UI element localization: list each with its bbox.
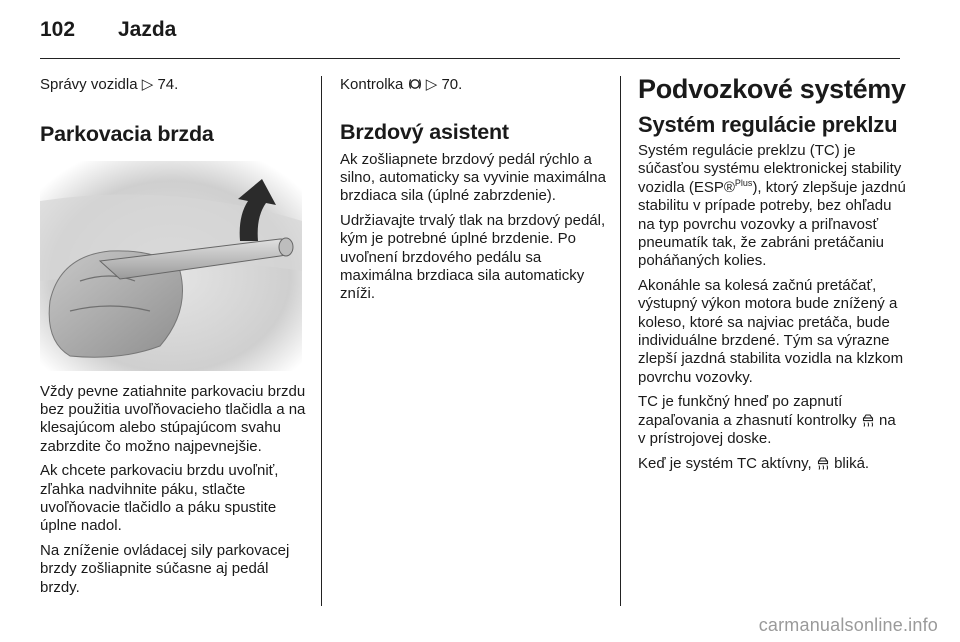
paragraph: Ak chcete parkovaciu brzdu uvoľniť, zľahka nadvihnite páku, stlačte uvoľňovacie tlačidlo a páku spustite úplne nadol. xyxy=(40,462,279,535)
header-rule xyxy=(40,58,900,59)
parking-brake-lever-icon xyxy=(40,161,302,371)
page-ref-arrow-icon: ▷ xyxy=(425,76,438,93)
heading-chassis-systems: Podvozkové systémy xyxy=(638,74,906,104)
paragraph: Na zníženie ovládacej sily parkovacej brzdy zošliapnite súčasne aj pedál brzdy. xyxy=(40,541,290,596)
paragraph: Ak zošliapnete brzdový pedál rýchlo a silno, automaticky sa vyvinie maximálna brzdiaca sila (úplné zabrzdenie). xyxy=(340,150,606,205)
page-ref-arrow-icon: ▷ xyxy=(141,76,154,93)
paragraph: TC je funkčný hneď po zapnutí zapaľovania a zhasnutí kontrolky na v prístrojovej doske. xyxy=(638,393,896,448)
section-title: Jazda xyxy=(118,18,177,41)
page-header xyxy=(40,18,176,48)
column-1 xyxy=(40,76,308,603)
heading-traction-control: Systém regulácie preklzu xyxy=(638,112,898,137)
column-divider-1 xyxy=(321,76,322,606)
traction-control-icon xyxy=(816,456,830,470)
paragraph: Vždy pevne zatiahnite parkovaciu brzdu bez použitia uvoľňovacieho tlačidla a na klesajúcom alebo stúpajúcom svahu zabrzdite čo možno najpevnejšie. xyxy=(40,382,306,455)
paragraph: Akonáhle sa kolesá začnú pretáčať, výstupný výkon motora bude znížený a koleso, ktoré sa najviac pretáča, bude individuálne brzdené. Tým sa výrazne zlepší jazdná stabilita vozidla na klzkom povrchu vozovky. xyxy=(638,276,904,386)
heading-brake-assist: Brzdový asistent xyxy=(340,119,509,144)
cross-reference: Kontrolka ▷ 70. xyxy=(340,76,463,93)
paragraph: Keď je systém TC aktívny, bliká. xyxy=(638,454,870,472)
paragraph: Systém regulácie preklzu (TC) je súčasťou systému elektronickej stability vozidla (ESP®$^{Plus}$), ktorý zlepšuje jazdnú stabilitu v prípade potreby, bez ohľadu na typ povrchu vozovky a priľnavosť pneumatík tak, že zabráni pretáčaniu poháňaných kolies. xyxy=(638,142,906,270)
column-2 xyxy=(340,76,608,310)
traction-control-icon xyxy=(861,413,875,427)
column-3 xyxy=(638,76,906,479)
brake-warning-icon xyxy=(408,77,422,91)
parking-brake-illustration xyxy=(40,161,302,371)
heading-parking-brake: Parkovacia brzda xyxy=(40,121,214,146)
watermark: carmanualsonline.info xyxy=(758,615,938,635)
column-divider-2 xyxy=(620,76,621,606)
cross-reference: Správy vozidla ▷ 74. xyxy=(40,76,179,93)
page-number: 102 xyxy=(40,18,76,41)
paragraph: Udržiavajte trvalý tlak na brzdový pedál, kým je potrebné úplné brzdenie. Po uvoľnení brzdového pedálu sa maximálna brzdiaca sila automaticky zníži. xyxy=(340,211,606,303)
